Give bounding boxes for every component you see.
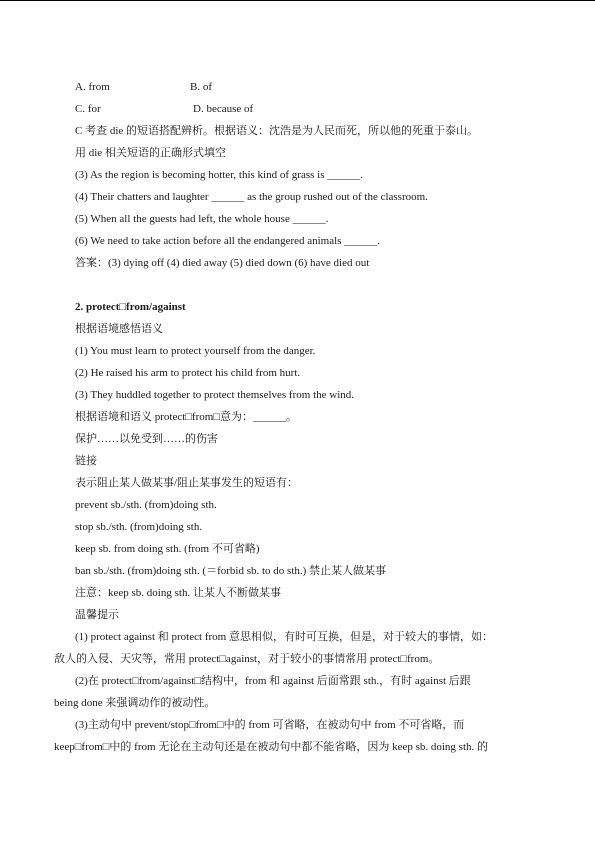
exercise-item: (6) We need to take action before all the endangered animals ______. xyxy=(75,235,380,247)
phrase-item: prevent sb./sth. (from)doing sth. xyxy=(75,499,217,511)
phrase-item: stop sb./sth. (from)doing sth. xyxy=(75,521,203,533)
tips-title: 温馨提示 xyxy=(75,609,119,621)
example-sentence: (2) He raised his arm to protect his child from hurt. xyxy=(75,367,301,379)
exercise-item: (3) As the region is becoming hotter, this kind of grass is ______. xyxy=(75,169,363,181)
option-d: D. because of xyxy=(193,103,254,115)
tip-paragraph-line: (1) protect against 和 protect from 意思相似，有时可互换，但是，对于较大的事情，如： xyxy=(75,631,493,643)
tip-paragraph-line: (2)在 protect□from/against□结构中，from 和 against 后面常跟 sth.，有时 against 后跟 xyxy=(75,675,471,687)
phrase-item: keep sb. from doing sth. (from 不可省略) xyxy=(75,543,260,555)
tip-paragraph-line: being done 来强调动作的被动性。 xyxy=(54,697,216,709)
meaning-answer: 保护……以免受到……的伤害 xyxy=(75,433,218,445)
option-c: C. for xyxy=(75,103,101,115)
section-heading: 2. protect□from/against xyxy=(75,301,186,313)
meaning-question: 根据语境和语义 protect□from□意为：______。 xyxy=(75,411,297,423)
example-sentence: (1) You must learn to protect yourself from the danger. xyxy=(75,345,316,357)
note-line: 注意：keep sb. doing sth. 让某人不断做某事 xyxy=(75,587,281,599)
section-intro: 根据语境感悟语义 xyxy=(75,323,163,335)
page-top-rule xyxy=(0,0,595,1)
exercise-item: (4) Their chatters and laughter ______ as the group rushed out of the classroom. xyxy=(75,191,428,203)
answer-explanation: C 考查 die 的短语搭配辨析。根据语义：沈浩是为人民而死，所以他的死重于泰山。 xyxy=(75,125,479,137)
phrase-item: ban sb./sth. (from)doing sth. (＝forbid sb. to do sth.) 禁止某人做某事 xyxy=(75,565,387,577)
answer-key: 答案：(3) dying off (4) died away (5) died down (6) have died out xyxy=(75,257,370,269)
option-b: B. of xyxy=(190,81,212,93)
link-label: 链接 xyxy=(75,455,97,467)
tip-paragraph-line: 敌人的入侵、天灾等，常用 protect□against，对于较小的事情常用 protect□from。 xyxy=(54,653,440,665)
exercise-item: (5) When all the guests had left, the whole house ______. xyxy=(75,213,329,225)
exercise-instruction: 用 die 相关短语的正确形式填空 xyxy=(75,147,226,159)
link-intro: 表示阻止某人做某事/阻止某事发生的短语有： xyxy=(75,477,299,489)
option-a: A. from xyxy=(75,81,110,93)
example-sentence: (3) They huddled together to protect themselves from the wind. xyxy=(75,389,355,401)
tip-paragraph-line: (3)主动句中 prevent/stop□from□中的 from 可省略，在被动句中 from 不可省略，而 xyxy=(75,719,465,731)
tip-paragraph-line: keep□from□中的 from 无论在主动句还是在被动句中都不能省略，因为 keep sb. doing sth. 的 xyxy=(54,741,489,753)
